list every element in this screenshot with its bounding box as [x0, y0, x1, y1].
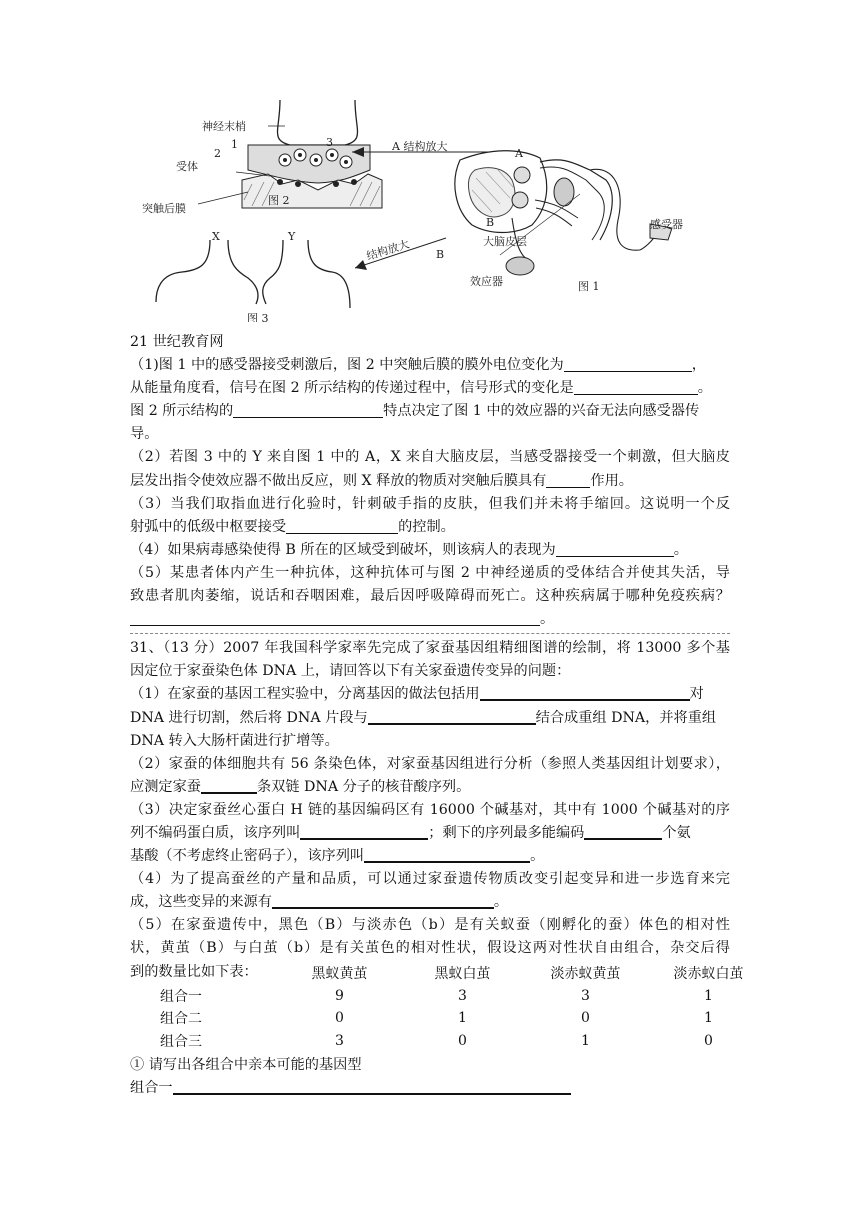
- q30-2-line1: （2）若图 3 中的 Y 来自图 1 中的 A，X 来自大脑皮层，当感受器接受一个刺激，但大脑皮: [130, 449, 730, 466]
- tail-section: [130, 1054, 730, 1100]
- combo1-answer-line: 组合一: [130, 1077, 730, 1100]
- cross-result-table: [150, 962, 770, 1052]
- caption-fig3: 图 3: [247, 312, 269, 322]
- table-header: 淡赤蚁黄茧: [550, 966, 621, 983]
- q31-3-line2: 列不编码蛋白质，该序列叫 ；剩下的序列最多能编码 个氨: [130, 822, 730, 845]
- blank-q30-3[interactable]: [286, 517, 398, 534]
- label-postsynaptic: 突触后膜: [142, 202, 186, 215]
- table-header-row: [150, 962, 770, 985]
- q31-4-line2: 成，这些变异的来源有 。: [130, 891, 730, 914]
- q31-5-line3: 到的数量比如下表：: [130, 963, 258, 980]
- table-row: [150, 1030, 770, 1053]
- q30-5-line1: （5）某患者体内产生一种抗体，这种抗体可与图 2 中神经递质的受体结合并使其失活，导: [130, 564, 730, 581]
- q31-1-line3: DNA 转入大肠杆菌进行扩增等。: [130, 732, 339, 749]
- item-1: ① 请写出各组合中亲本可能的基因型: [130, 1057, 362, 1073]
- q31-5-line2: 状，黄茧（B）与白茧（b）是有关茧色的相对性状，假设这两对性状自由组合，杂交后得: [130, 940, 730, 957]
- label-n3: 3: [326, 136, 333, 149]
- blank-q31-3b[interactable]: [584, 822, 662, 840]
- label-cortex: 大脑皮层: [483, 235, 527, 248]
- table-cell: 3: [335, 1032, 344, 1049]
- label-receptor: 受体: [176, 160, 198, 173]
- source-line: 21 世纪教育网: [130, 334, 224, 350]
- q30-5-line3: 。: [130, 608, 730, 631]
- q30-1-line3: 图 2 所示结构的 特点决定了图 1 中的效应器的兴奋无法向感受器传: [130, 403, 700, 420]
- blank-q31-3a[interactable]: [300, 822, 428, 840]
- row-label: 组合三: [160, 1033, 202, 1050]
- q31-5-line1: （5）在家蚕遗传中，黑色（B）与淡赤色（b）是有关蚁蚕（刚孵化的蚕）体色的相对性: [130, 917, 730, 934]
- table-cell: 0: [335, 1010, 344, 1027]
- q30-1-line1: （1)图 1 中的感受器接受刺激后，图 2 中突触后膜的膜外电位变化为 ，: [130, 357, 706, 374]
- q31-3-line1: （3）决定家蚕丝心蛋白 H 链的基因编码区有 16000 个碱基对，其中有 1000 个碱基对的序: [130, 801, 730, 818]
- q30-4-line: （4）如果病毒感染使得 B 所在的区域受到破坏，则该病人的表现为 。: [130, 541, 688, 558]
- row-label: 组合一: [160, 988, 202, 1005]
- table-row: [150, 1007, 770, 1030]
- q31-intro-line2: 因定位于家蚕染色体 DNA 上，请回答以下有关家蚕遗传变异的问题：: [130, 663, 571, 680]
- neuro-figure: [120, 100, 740, 322]
- blank-q31-1b[interactable]: [368, 707, 536, 725]
- table-row: [150, 985, 770, 1008]
- label-y: Y: [288, 230, 296, 243]
- blank-q31-2[interactable]: [201, 776, 257, 794]
- table-cell: 1: [704, 987, 713, 1004]
- separator: [130, 633, 730, 634]
- table-cell: 1: [458, 1010, 467, 1027]
- q31-2-line2: 应测定家蚕 条双链 DNA 分子的核苷酸序列。: [130, 776, 730, 799]
- table-cell: 0: [704, 1032, 713, 1049]
- caption-fig2: 图 2: [268, 194, 290, 207]
- table-cell: 1: [704, 1010, 713, 1027]
- table-cell: 1: [581, 1032, 590, 1049]
- table-cell: 3: [458, 987, 467, 1004]
- label-sensor: 感受器: [650, 218, 683, 231]
- table-cell: 0: [581, 1010, 590, 1027]
- q30-3-line1: （3）当我们取指血进行化验时，针刺破手指的皮肤，但我们并未将手缩回。这说明一个反: [130, 495, 730, 512]
- q31-intro-line1: 31、（13 分）2007 年我国科学家率先完成了家蚕基因组精细图谱的绘制，将 13000 多个基: [130, 640, 730, 657]
- blank-q30-2[interactable]: [546, 471, 590, 488]
- question-body: [130, 331, 730, 984]
- blank-q31-4[interactable]: [272, 891, 494, 909]
- blank-q30-1[interactable]: [564, 355, 692, 372]
- label-nerve-ending: 神经末梢: [202, 120, 246, 133]
- q31-1-line1: （1）在家蚕的基因工程实验中，分离基因的做法包括用 对: [130, 683, 730, 706]
- label-b-small: B: [486, 216, 495, 229]
- table-cell: 0: [458, 1032, 467, 1049]
- blank-q30-4[interactable]: [556, 540, 674, 557]
- blank-q30-5[interactable]: [130, 609, 540, 626]
- blank-combo1[interactable]: [173, 1077, 571, 1095]
- label-n2: 2: [214, 147, 221, 160]
- label-n1: 1: [231, 138, 238, 151]
- arrow-b: [355, 237, 446, 270]
- figure-2-synapse: [142, 100, 382, 215]
- caption-fig1: 图 1: [578, 280, 600, 293]
- label-a: A: [515, 147, 523, 160]
- q31-1-line2: DNA 进行切割，然后将 DNA 片段与 结合成重组 DNA，并将重组: [130, 707, 730, 730]
- table-header: 黑蚁黄茧: [311, 966, 368, 983]
- neuro-figure-svg: [120, 100, 740, 322]
- blank-q30-1b[interactable]: [574, 378, 698, 395]
- blank-q30-1c[interactable]: [233, 401, 383, 418]
- svg-text:A 结构放大: A 结构放大: [392, 140, 448, 153]
- table-cell: 3: [581, 987, 590, 1004]
- q30-3-line2: 射弧中的低级中枢要接受 的控制。: [130, 518, 455, 535]
- q31-3-line3: 基酸（不考虑终止密码子），该序列叫 。: [130, 845, 730, 868]
- svg-text:结构放大: 结构放大: [365, 237, 411, 263]
- label-x: X: [212, 230, 220, 243]
- q31-4-line1: （4）为了提高蚕丝的产量和品质，可以通过家蚕遗传物质改变引起变异和进一步选育来完: [130, 871, 730, 888]
- table-header: 淡赤蚁白茧: [673, 966, 744, 983]
- blank-q31-1a[interactable]: [480, 683, 690, 701]
- label-b: B: [436, 248, 445, 261]
- q30-1-line4: 导。: [130, 426, 159, 443]
- q31-2-line1: （2）家蚕的体细胞共有 56 条染色体，对家蚕基因组进行分析（参照人类基因组计划要求），: [130, 755, 730, 772]
- table-header: 黑蚁白茧: [434, 966, 491, 983]
- blank-q31-3c[interactable]: [364, 845, 530, 863]
- label-effector: 效应器: [470, 275, 503, 288]
- row-label: 组合二: [160, 1011, 202, 1028]
- q30-5-line2: 致患者肌肉萎缩，说话和吞咽困难，最后因呼吸障碍而死亡。这种疾病属于哪种免疫疾病？: [130, 588, 730, 605]
- table-cell: 9: [335, 987, 344, 1004]
- figure-1-reflex-arc: [436, 147, 683, 293]
- figure-3: [156, 240, 350, 308]
- q30-2-line2: 层发出指令使效应器不做出反应，则 X 释放的物质对突触后膜具有 作用。: [130, 472, 633, 489]
- q30-1-line2: 从能量角度看，信号在图 2 所示结构的传递过程中，信号形式的变化是 。: [130, 380, 712, 397]
